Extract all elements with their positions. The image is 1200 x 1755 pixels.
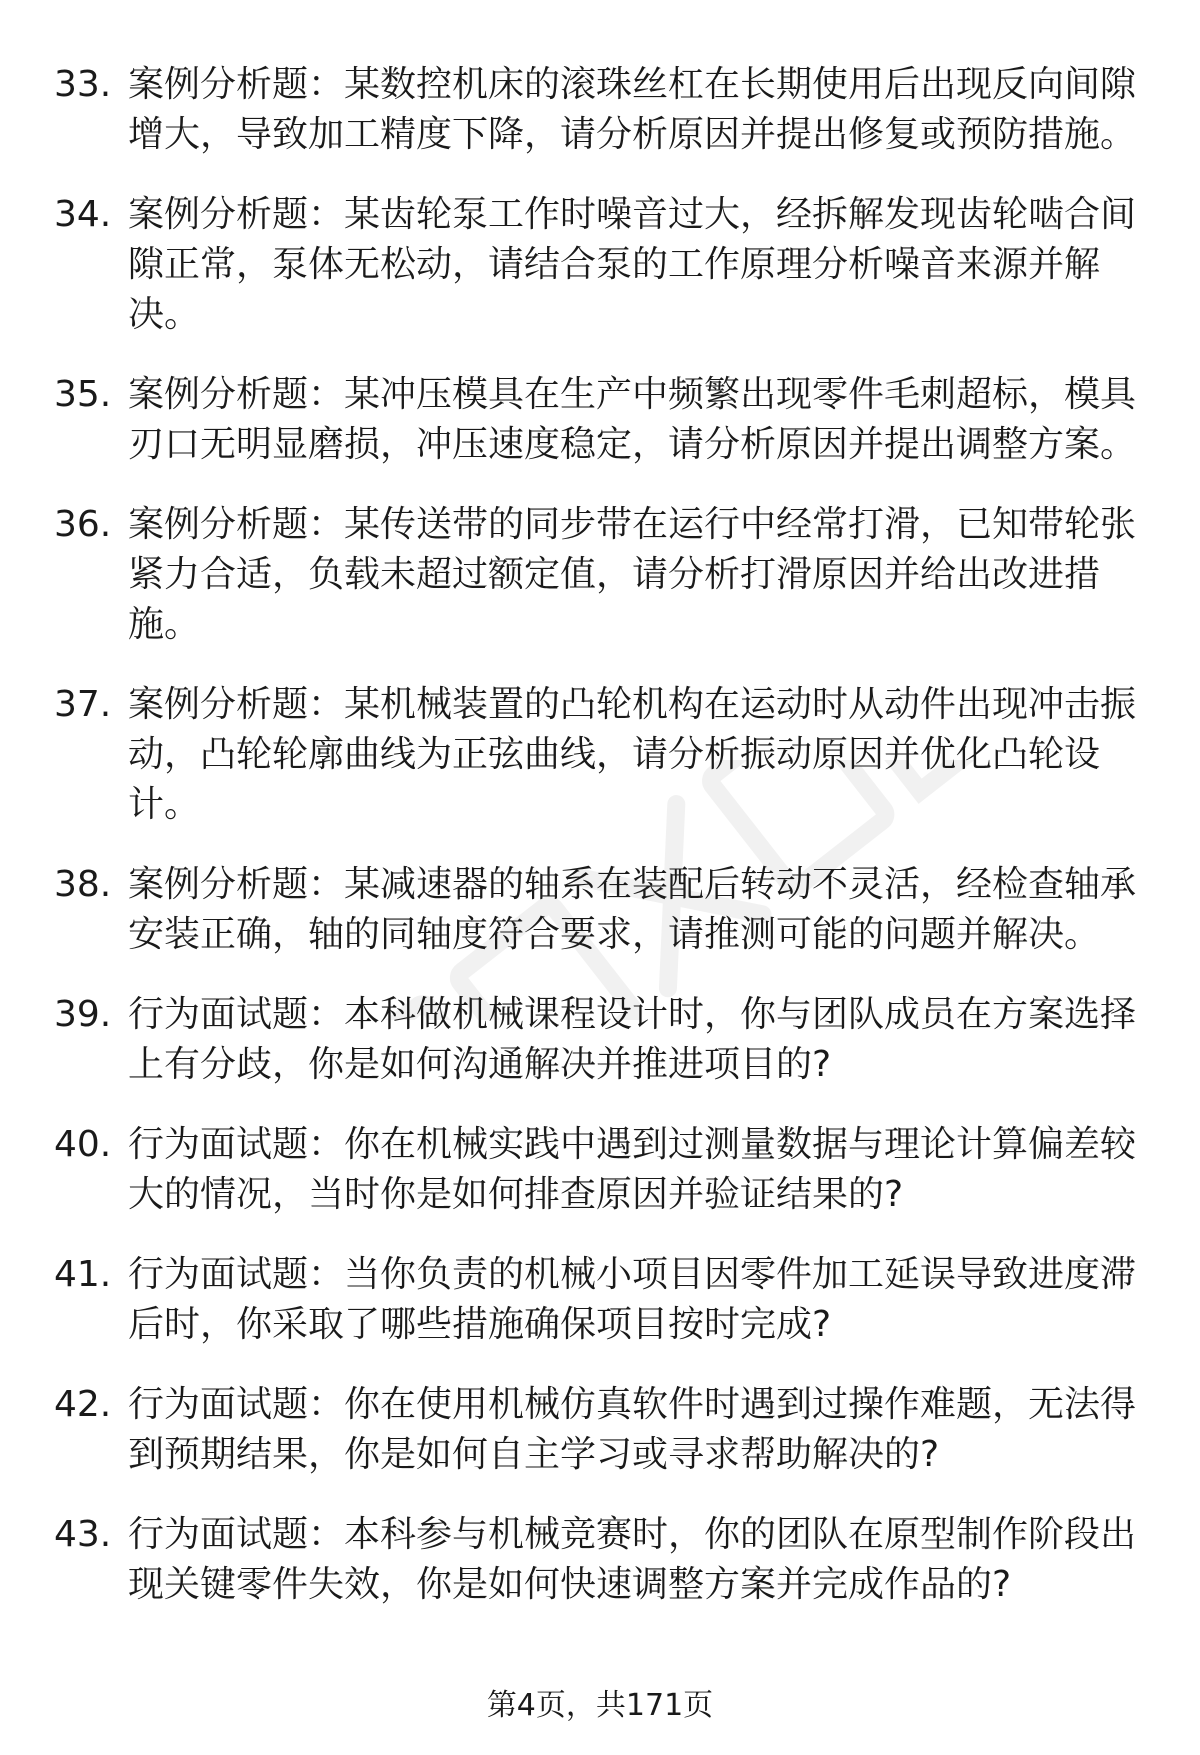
question-text: 案例分析题：某冲压模具在生产中频繁出现零件毛刺超标，模具刃口无明显磨损，冲压速度稳定，请分析原因并提出调整方案。: [128, 374, 1137, 465]
question-number: 36.: [54, 504, 112, 545]
question-number: 33.: [54, 64, 112, 105]
question-number: 34.: [54, 194, 112, 235]
question-text: 行为面试题：你在机械实践中遇到过测量数据与理论计算偏差较大的情况，当时你是如何排查原因并验证结果的?: [128, 1124, 1137, 1215]
question-list: [48, 60, 1158, 1640]
question-number: 43.: [54, 1514, 112, 1555]
question-number: 39.: [54, 994, 112, 1035]
question-text: 行为面试题：你在使用机械仿真软件时遇到过操作难题，无法得到预期结果，你是如何自主学习或寻求帮助解决的?: [128, 1384, 1137, 1475]
question-item: [48, 680, 1158, 830]
question-item: [48, 1250, 1158, 1350]
question-text: 行为面试题：本科做机械课程设计时，你与团队成员在方案选择上有分歧，你是如何沟通解决并推进项目的?: [128, 994, 1137, 1085]
question-text: 案例分析题：某齿轮泵工作时噪音过大，经拆解发现齿轮啮合间隙正常，泵体无松动，请结合泵的工作原理分析噪音来源并解决。: [128, 194, 1137, 335]
question-text: 案例分析题：某数控机床的滚珠丝杠在长期使用后出现反向间隙增大，导致加工精度下降，请分析原因并提出修复或预防措施。: [128, 64, 1137, 155]
question-item: [48, 190, 1158, 340]
question-item: [48, 370, 1158, 470]
question-item: [48, 1380, 1158, 1480]
question-number: 38.: [54, 864, 112, 905]
question-item: [48, 60, 1158, 160]
question-item: [48, 990, 1158, 1090]
question-number: 42.: [54, 1384, 112, 1425]
question-number: 40.: [54, 1124, 112, 1165]
question-item: [48, 1120, 1158, 1220]
question-number: 35.: [54, 374, 112, 415]
question-text: 行为面试题：当你负责的机械小项目因零件加工延误导致进度滞后时，你采取了哪些措施确保项目按时完成?: [128, 1254, 1137, 1345]
question-item: [48, 1510, 1158, 1610]
question-text: 案例分析题：某传送带的同步带在运行中经常打滑，已知带轮张紧力合适，负载未超过额定值，请分析打滑原因并给出改进措施。: [128, 504, 1137, 645]
question-text: 案例分析题：某减速器的轴系在装配后转动不灵活，经检查轴承安装正确，轴的同轴度符合要求，请推测可能的问题并解决。: [128, 864, 1137, 955]
question-item: [48, 860, 1158, 960]
page-footer: 第4页，共171页: [486, 1688, 714, 1723]
question-number: 41.: [54, 1254, 112, 1295]
question-text: 行为面试题：本科参与机械竞赛时，你的团队在原型制作阶段出现关键零件失效，你是如何快速调整方案并完成作品的?: [128, 1514, 1137, 1605]
question-number: 37.: [54, 684, 112, 725]
question-text: 案例分析题：某机械装置的凸轮机构在运动时从动件出现冲击振动，凸轮轮廓曲线为正弦曲线，请分析振动原因并优化凸轮设计。: [128, 684, 1137, 825]
question-item: [48, 500, 1158, 650]
